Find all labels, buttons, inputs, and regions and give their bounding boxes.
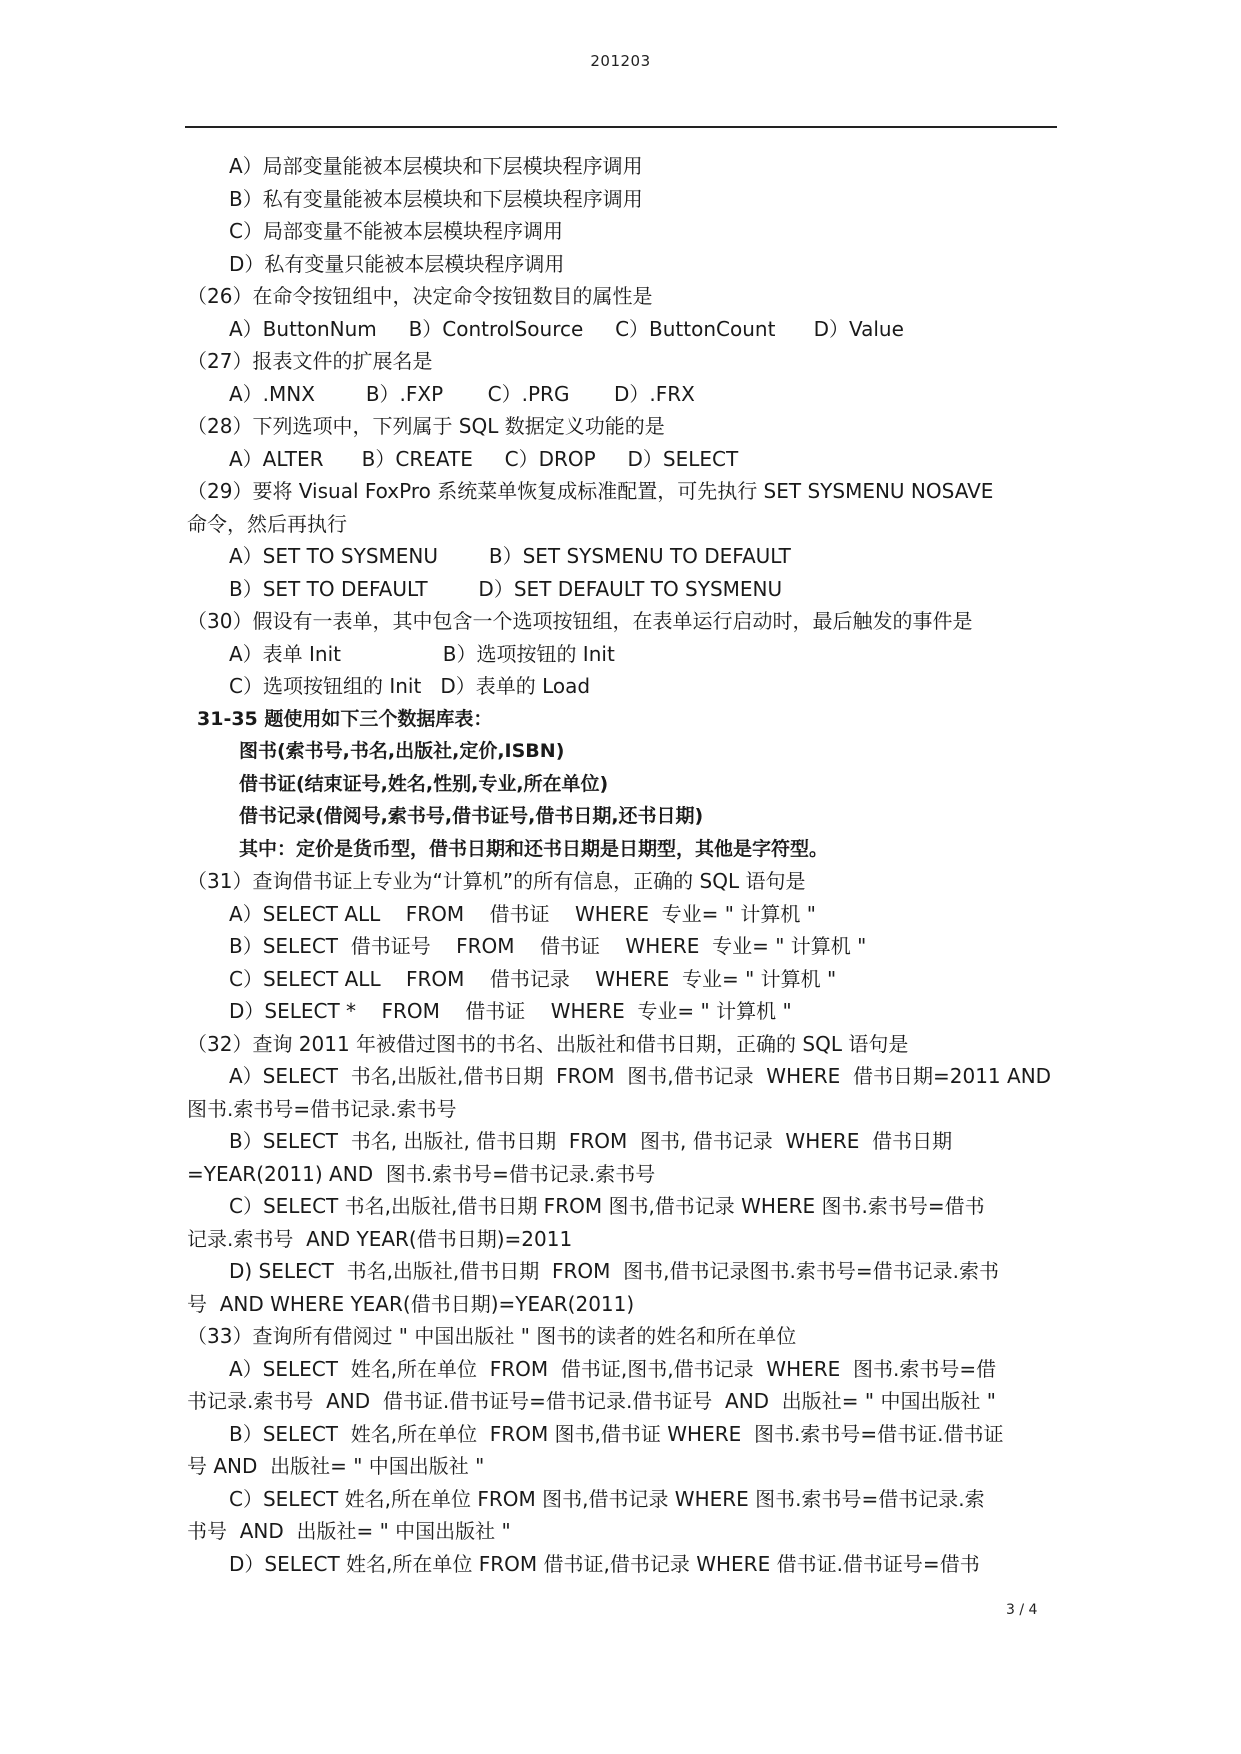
text-line: C）SELECT 姓名,所在单位 FROM 图书,借书记录 WHERE 图书.索书号=借书记录.索 xyxy=(229,1486,985,1511)
text-line: A）ALTER B）CREATE C）DROP D）SELECT xyxy=(229,446,739,471)
text-line: A）SELECT 书名,出版社,借书日期 FROM 图书,借书记录 WHERE 借书日期=2011 AND xyxy=(229,1064,1052,1088)
text-line: 借书证(结束证号,姓名,性别,专业,所在单位) xyxy=(239,772,609,795)
text-line: 命令，然后再执行 xyxy=(187,511,347,536)
text-line: C）SELECT 书名,出版社,借书日期 FROM 图书,借书记录 WHERE 图书.索书号=借书 xyxy=(229,1194,985,1218)
text-line: A）局部变量能被本层模块和下层模块程序调用 xyxy=(229,154,643,178)
text-line: 图书(索书号,书名,出版社,定价,ISBN) xyxy=(239,740,565,762)
text-line: （31）查询借书证上专业为“计算机”的所有信息，正确的 SQL 语句是 xyxy=(187,869,806,893)
text-line: A）ButtonNum B）ControlSource C）ButtonCount D）Value xyxy=(229,316,904,341)
text-line: A）表单 Init B）选项按钮的 Init xyxy=(229,641,615,666)
text-line: 书记录.索书号 AND 借书证.借书证号=借书记录.借书证号 AND 出版社= " 中国出版社 " xyxy=(187,1389,997,1413)
page-header: 201203 xyxy=(590,52,651,70)
text-line: （26）在命令按钮组中，决定命令按钮数目的属性是 xyxy=(187,284,653,308)
text-line: （28）下列选项中，下列属于 SQL 数据定义功能的是 xyxy=(187,414,665,438)
text-line: D）SELECT * FROM 借书证 WHERE 专业= " 计算机 " xyxy=(229,999,792,1023)
text-line: A）.MNX B）.FXP C）.PRG D）.FRX xyxy=(229,381,695,406)
text-line: 号 AND WHERE YEAR(借书日期)=YEAR(2011) xyxy=(187,1291,635,1316)
text-line: D）私有变量只能被本层模块程序调用 xyxy=(229,251,565,276)
text-line: =YEAR(2011) AND 图书.索书号=借书记录.索书号 xyxy=(187,1161,656,1186)
page-number: 3 / 4 xyxy=(1006,1602,1038,1618)
text-line: （29）要将 Visual FoxPro 系统菜单恢复成标准配置，可先执行 SET SYSMENU NOSAVE xyxy=(187,479,994,503)
text-line: B）私有变量能被本层模块和下层模块程序调用 xyxy=(229,186,643,211)
text-line: （32）查询 2011 年被借过图书的书名、出版社和借书日期，正确的 SQL 语句是 xyxy=(187,1031,909,1056)
text-line: （27）报表文件的扩展名是 xyxy=(187,349,433,373)
text-line: 借书记录(借阅号,索书号,借书证号,借书日期,还书日期) xyxy=(239,805,704,827)
text-line: D) SELECT 书名,出版社,借书日期 FROM 图书,借书记录图书.索书号=借书记录.索书 xyxy=(229,1259,999,1283)
text-line: A）SELECT 姓名,所在单位 FROM 借书证,图书,借书记录 WHERE 图书.索书号=借 xyxy=(229,1356,997,1381)
text-line: 图书.索书号=借书记录.索书号 xyxy=(187,1096,457,1121)
text-line: A）SET TO SYSMENU B）SET SYSMENU TO DEFAULT xyxy=(229,544,791,568)
text-line: 号 AND 出版社= " 中国出版社 " xyxy=(187,1454,485,1478)
text-line: B）SELECT 借书证号 FROM 借书证 WHERE 专业= " 计算机 " xyxy=(229,934,867,958)
text-line: 31-35 题使用如下三个数据库表： xyxy=(197,707,493,730)
document-body xyxy=(187,150,1117,1580)
text-line: B）SET TO DEFAULT D）SET DEFAULT TO SYSMENU xyxy=(229,576,783,601)
text-line: B）SELECT 书名, 出版社, 借书日期 FROM 图书, 借书记录 WHERE 借书日期 xyxy=(229,1129,953,1153)
text-line: C）选项按钮组的 Init D）表单的 Load xyxy=(229,674,591,698)
text-line: A）SELECT ALL FROM 借书证 WHERE 专业= " 计算机 " xyxy=(229,901,816,926)
text-line: 书号 AND 出版社= " 中国出版社 " xyxy=(187,1519,511,1543)
text-line: C）局部变量不能被本层模块程序调用 xyxy=(229,219,563,243)
text-line: 记录.索书号 AND YEAR(借书日期)=2011 xyxy=(187,1226,573,1251)
text-line: （30）假设有一表单，其中包含一个选项按钮组，在表单运行启动时，最后触发的事件是 xyxy=(187,609,973,633)
text-line: （33）查询所有借阅过 " 中国出版社 " 图书的读者的姓名和所在单位 xyxy=(187,1324,797,1348)
header-divider xyxy=(185,126,1057,128)
text-line: C）SELECT ALL FROM 借书记录 WHERE 专业= " 计算机 " xyxy=(229,966,837,991)
text-line: 其中：定价是货币型，借书日期和还书日期是日期型，其他是字符型。 xyxy=(239,837,829,860)
text-line: D）SELECT 姓名,所在单位 FROM 借书证,借书记录 WHERE 借书证.借书证号=借书 xyxy=(229,1551,980,1576)
text-line: B）SELECT 姓名,所在单位 FROM 图书,借书证 WHERE 图书.索书号=借书证.借书证 xyxy=(229,1421,1004,1446)
